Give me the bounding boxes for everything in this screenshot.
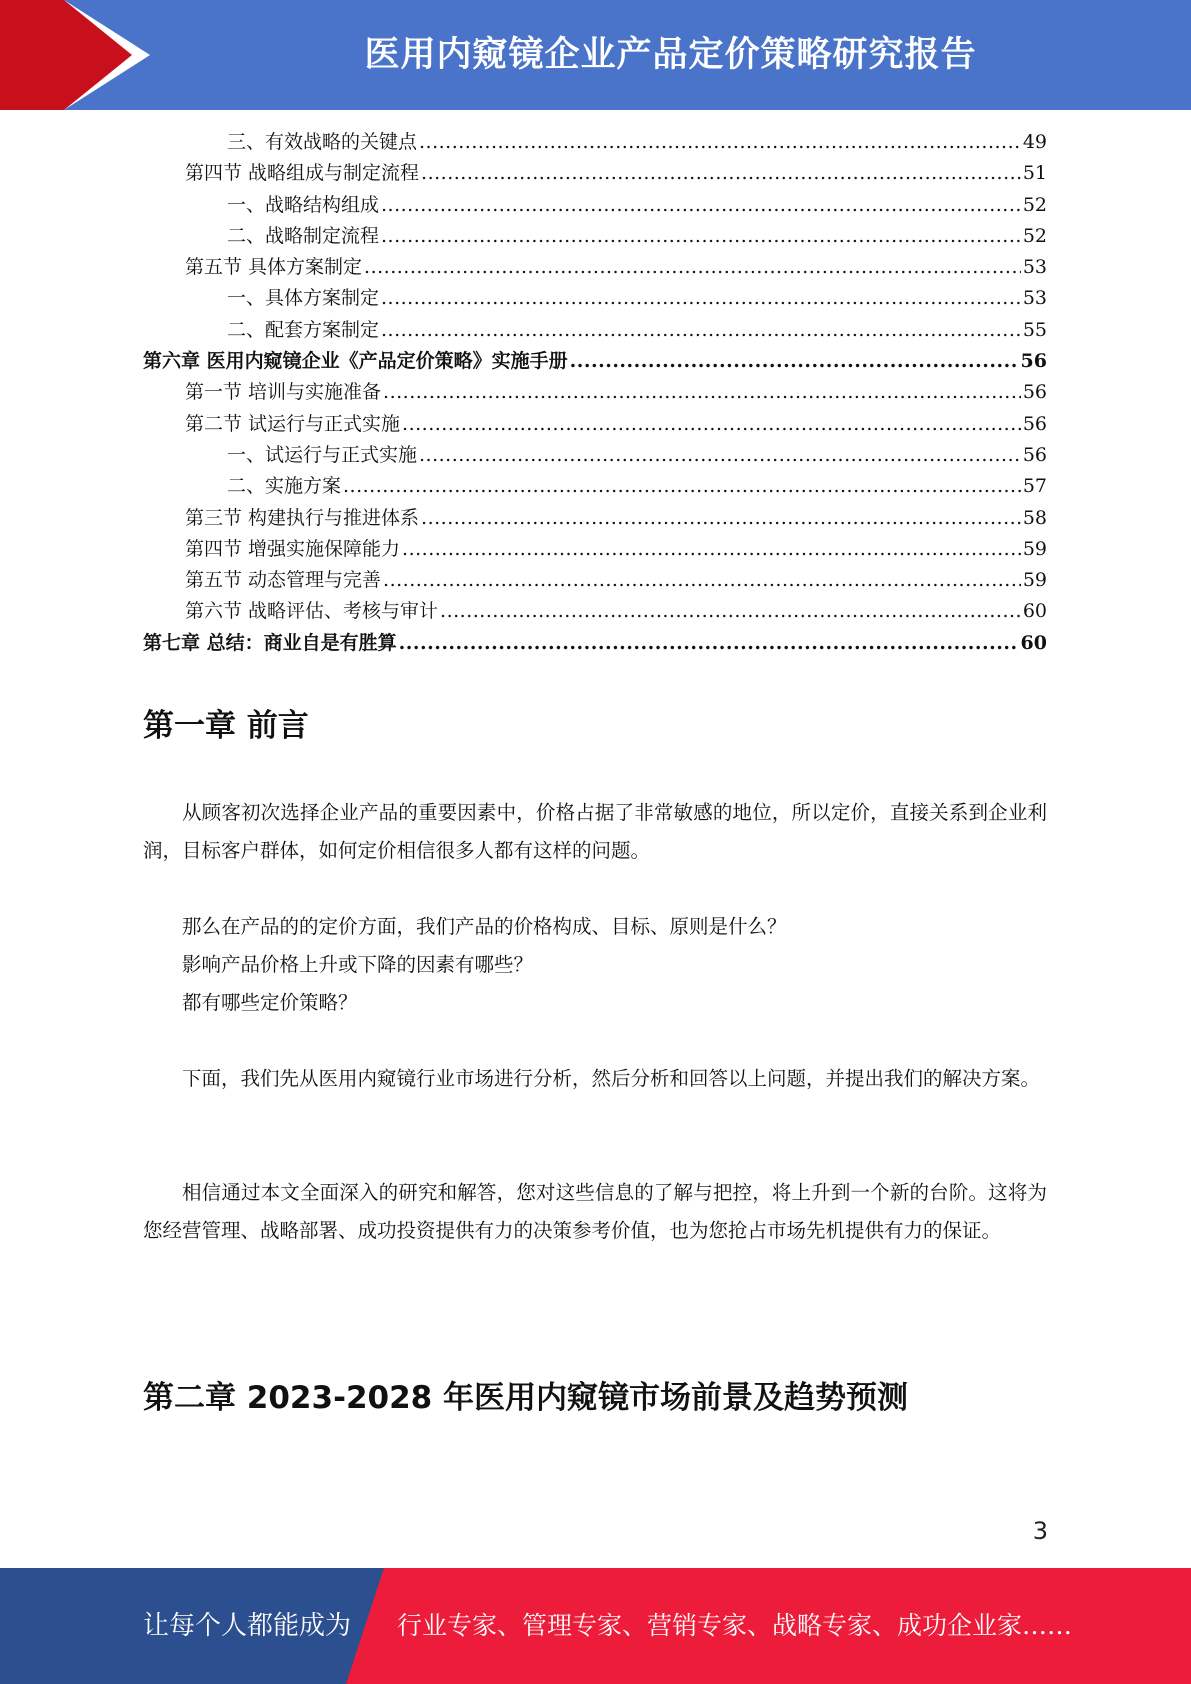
page-footer xyxy=(0,1568,1191,1684)
chapter-2-heading: 第二章 2023-2028 年医用内窥镜市场前景及趋势预测 xyxy=(143,1380,909,1416)
toc-dot-leader xyxy=(570,350,1019,372)
question-line-1: 那么在产品的的定价方面，我们产品的价格构成、目标、原则是什么？ xyxy=(182,915,787,938)
toc-entry[interactable] xyxy=(143,346,1047,377)
toc-entry-page: 49 xyxy=(1022,131,1047,153)
toc-entry-label: 第六章 医用内窥镜企业《产品定价策略》实施手册 xyxy=(143,350,568,373)
toc-entry[interactable] xyxy=(143,565,1047,596)
toc-dot-leader xyxy=(381,225,1021,247)
toc-entry-page: 53 xyxy=(1022,287,1047,310)
toc-dot-leader xyxy=(364,256,1021,278)
table-of-contents xyxy=(143,127,1047,659)
chapter-1-heading: 第一章 前言 xyxy=(143,708,309,744)
toc-entry-page: 55 xyxy=(1022,318,1047,341)
header-chevron-icon xyxy=(0,0,132,110)
toc-entry[interactable] xyxy=(143,534,1047,565)
intro-paragraph-2: 下面，我们先从医用内窥镜行业市场进行分析，然后分析和回答以上问题，并提出我们的解决方案。 xyxy=(182,1067,1041,1090)
toc-entry-page: 60 xyxy=(1020,631,1047,654)
toc-entry[interactable] xyxy=(143,503,1047,534)
toc-dot-leader xyxy=(383,381,1021,403)
toc-entry[interactable] xyxy=(143,377,1047,408)
toc-entry[interactable] xyxy=(143,221,1047,252)
toc-entry[interactable] xyxy=(143,409,1047,440)
toc-entry-label: 一、试运行与正式实施 xyxy=(227,443,418,466)
toc-entry-page: 56 xyxy=(1020,350,1047,373)
toc-entry[interactable] xyxy=(143,628,1047,659)
footer-slogan-left: 让每个人都能成为 xyxy=(143,1611,352,1641)
toc-entry-page: 58 xyxy=(1022,506,1047,529)
toc-entry-page: 53 xyxy=(1022,256,1047,279)
toc-entry-label: 二、配套方案制定 xyxy=(227,318,380,341)
toc-entry-page: 60 xyxy=(1022,600,1047,623)
toc-entry[interactable] xyxy=(143,440,1047,471)
question-line-3: 都有哪些定价策略？ xyxy=(182,991,358,1014)
toc-entry-label: 一、战略结构组成 xyxy=(227,193,380,216)
intro-paragraph-3: 相信通过本文全面深入的研究和解答，您对这些信息的了解与把控，将上升到一个新的台阶。这将为您经营管理、战略部署、成功投资提供有力的决策参考价值，也为您抢占市场先机提供有力的保证。 xyxy=(143,1181,1047,1242)
toc-entry-page: 56 xyxy=(1022,381,1047,404)
toc-entry-label: 第一节 培训与实施准备 xyxy=(185,381,382,404)
toc-dot-leader xyxy=(419,131,1021,153)
intro-paragraph-1: 从顾客初次选择企业产品的重要因素中，价格占据了非常敏感的地位，所以定价，直接关系到企业利润，目标客户群体，如何定价相信很多人都有这样的问题。 xyxy=(143,801,1047,862)
page-number: 3 xyxy=(1032,1517,1048,1545)
toc-dot-leader xyxy=(381,287,1021,309)
toc-entry-page: 52 xyxy=(1022,224,1047,247)
toc-entry-label: 第五节 具体方案制定 xyxy=(185,256,363,279)
toc-entry[interactable] xyxy=(143,471,1047,502)
toc-entry[interactable] xyxy=(143,127,1047,158)
toc-dot-leader xyxy=(421,162,1021,184)
toc-dot-leader xyxy=(381,194,1021,216)
page-header xyxy=(0,0,1191,110)
toc-entry-label: 二、战略制定流程 xyxy=(227,224,380,247)
toc-entry-label: 一、具体方案制定 xyxy=(227,287,380,310)
toc-entry-label: 第三节 构建执行与推进体系 xyxy=(185,506,420,529)
toc-dot-leader xyxy=(399,632,1019,654)
toc-entry-label: 二、实施方案 xyxy=(227,475,342,498)
toc-entry-page: 59 xyxy=(1022,537,1047,560)
toc-entry-page: 52 xyxy=(1022,193,1047,216)
toc-dot-leader xyxy=(383,569,1021,591)
toc-entry-page: 56 xyxy=(1022,443,1047,466)
toc-entry-page: 56 xyxy=(1022,412,1047,435)
toc-entry-page: 57 xyxy=(1022,475,1047,498)
toc-entry[interactable] xyxy=(143,252,1047,283)
toc-entry-label: 第六节 战略评估、考核与审计 xyxy=(185,600,439,623)
toc-entry-label: 第五节 动态管理与完善 xyxy=(185,569,382,592)
footer-slogan-right: 行业专家、管理专家、营销专家、战略专家、成功企业家…… xyxy=(397,1611,1073,1640)
toc-entry[interactable] xyxy=(143,158,1047,189)
question-line-2: 影响产品价格上升或下降的因素有哪些？ xyxy=(182,953,534,976)
toc-dot-leader xyxy=(419,444,1021,466)
toc-entry[interactable] xyxy=(143,283,1047,314)
toc-entry-label: 三、有效战略的关键点 xyxy=(227,131,418,153)
toc-entry-label: 第四节 战略组成与制定流程 xyxy=(185,162,420,185)
toc-entry-page: 51 xyxy=(1022,162,1047,185)
toc-dot-leader xyxy=(381,319,1021,341)
toc-entry[interactable] xyxy=(143,190,1047,221)
toc-dot-leader xyxy=(402,538,1021,560)
toc-entry-label: 第二节 试运行与正式实施 xyxy=(185,412,401,435)
toc-entry-label: 第七章 总结：商业自是有胜算 xyxy=(143,631,397,654)
toc-dot-leader xyxy=(440,600,1021,622)
toc-entry-page: 59 xyxy=(1022,569,1047,592)
toc-entry[interactable] xyxy=(143,315,1047,346)
report-title: 医用内窥镜企业产品定价策略研究报告 xyxy=(364,35,977,75)
toc-dot-leader xyxy=(343,475,1021,497)
toc-dot-leader xyxy=(421,507,1021,529)
toc-dot-leader xyxy=(402,413,1021,435)
toc-entry-label: 第四节 增强实施保障能力 xyxy=(185,537,401,560)
toc-entry[interactable] xyxy=(143,596,1047,627)
